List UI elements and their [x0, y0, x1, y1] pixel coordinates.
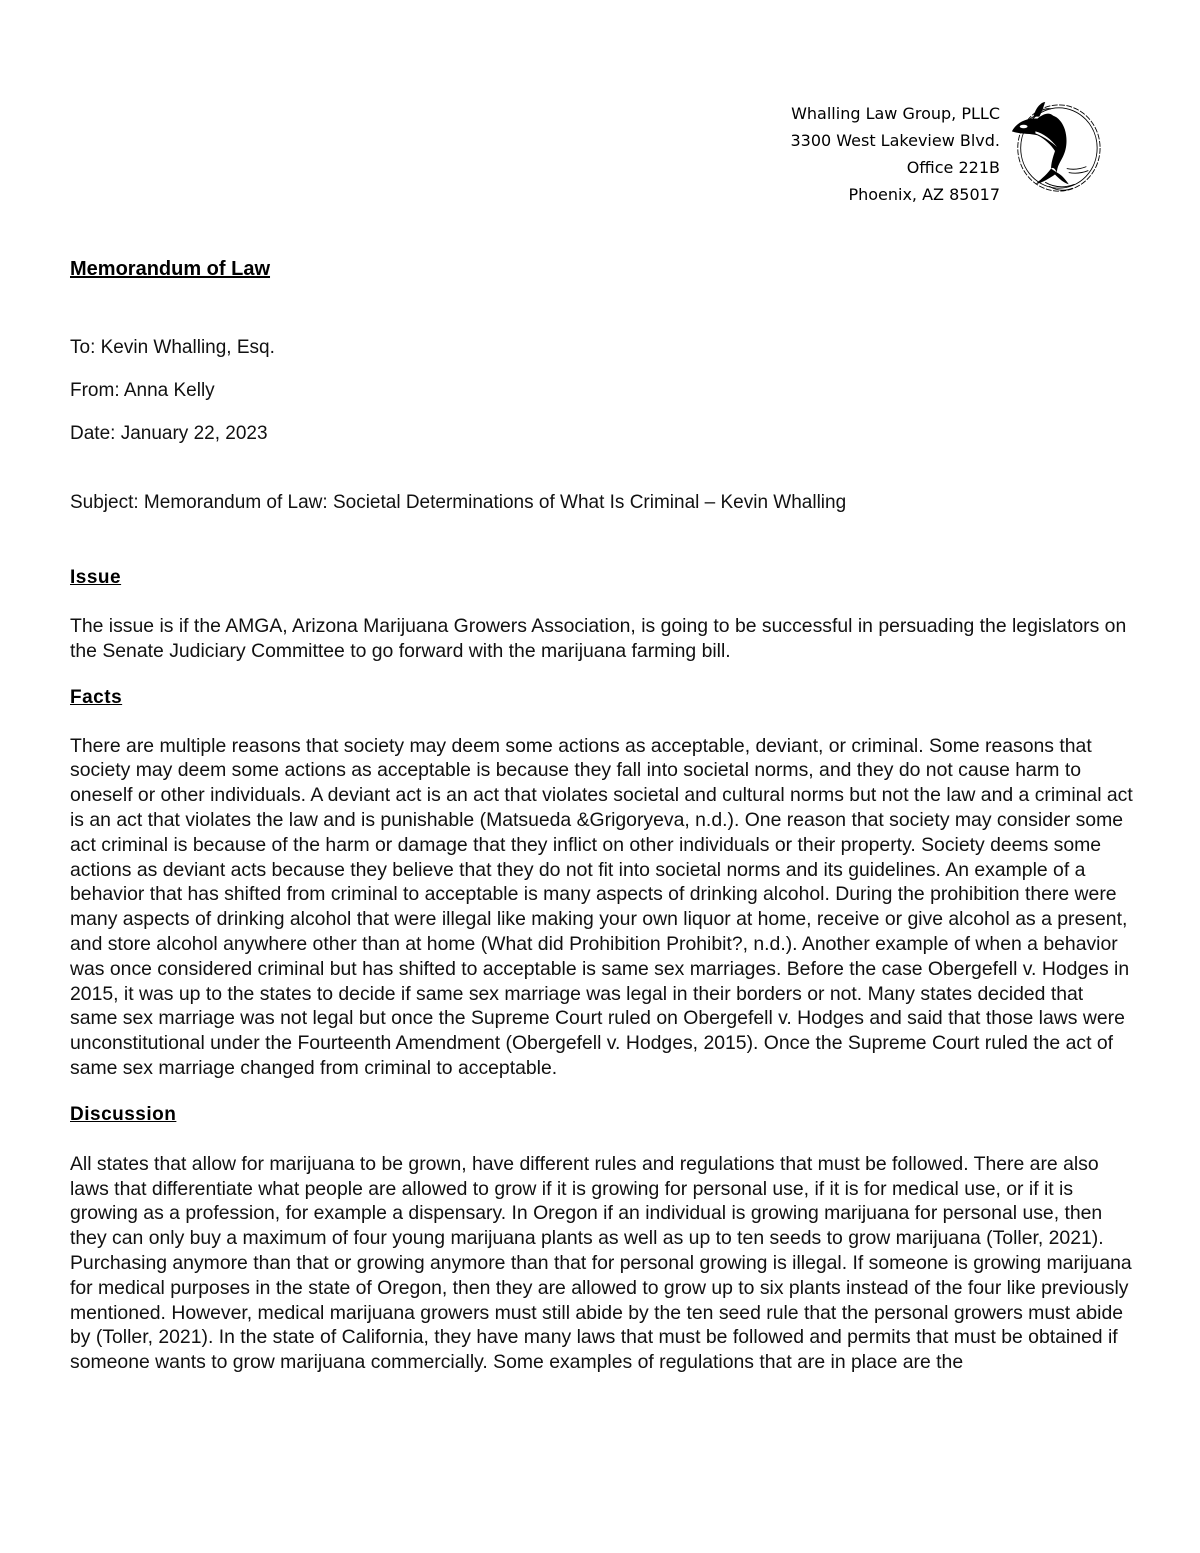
facts-heading: Facts: [70, 686, 123, 708]
firm-city-state-zip: Phoenix, AZ 85017: [848, 185, 1000, 204]
facts-body: There are multiple reasons that society may deem some actions as acceptable, deviant, or criminal. Some reasons that society may deem some actions as acceptable is because they fall into societal norms, and they do not cause harm to oneself or other individuals. A deviant act is an act that violates societal and cultural norms but not the law and a criminal act is an act that violates the law and is punishable (Matsueda &Grigoryeva, n.d.). One reason that society may consider some act criminal is because of the harm or damage that they inflict on other individuals or their property. Society deems some actions as deviant acts because they believe that they do not fit into societal norms and its guidelines. An example of a behavior that has shifted from criminal to acceptable is many aspects of drinking alcohol. During the prohibition there were many aspects of drinking alcohol that were illegal like making your own liquor at home, receive or give alcohol as a present, and store alcohol anywhere other than at home (What did Prohibition Prohibit?, n.d.). Another example of when a behavior was once considered criminal but has shifted to acceptable is same sex marriages. Before the case Obergefell v. Hodges in 2015, it was up to the states to decide if same sex marriage was legal in their borders or not. Many states decided that same sex marriage was not legal but once the Supreme Court ruled on Obergefell v. Hodges and said that those laws were unconstitutional under the Fourteenth Amendment (Obergefell v. Hodges, 2015). Once the Supreme Court ruled the act of same sex marriage changed from criminal to acceptable.: [70, 734, 1133, 1079]
memo-subject: Subject: Memorandum of Law: Societal Determinations of What Is Criminal – Kevin Whalling: [70, 492, 847, 513]
discussion-heading: Discussion: [70, 1103, 177, 1125]
orca-whale-icon: [1006, 100, 1104, 198]
memo-content: [70, 254, 1135, 1375]
letterhead: [700, 100, 1000, 208]
firm-street: 3300 West Lakeview Blvd.: [790, 131, 1000, 150]
discussion-body: All states that allow for marijuana to be grown, have different rules and regulations that must be followed. There are also laws that differentiate what people are allowed to grow if it is growing for personal use, if it is for medical use, or if it is growing as a profession, for example a dispensary. In Oregon if an individual is growing marijuana for personal use, then they can only buy a maximum of four young marijuana plants as well as up to ten seeds to grow marijuana (Toller, 2021). Purchasing anymore than that or growing anymore than that for personal growing is illegal. If someone is growing marijuana for medical purposes in the state of Oregon, then they are allowed to grow up to six plants instead of the four like previously mentioned. However, medical marijuana growers must still abide by the ten seed rule that the personal growers must abide by (Toller, 2021). In the state of California, they have many laws that must be followed and permits that must be obtained if someone wants to grow marijuana commercially. Some examples of regulations that are in place are the: [70, 1152, 1132, 1374]
memo-to: To: Kevin Whalling, Esq.: [70, 337, 275, 358]
memo-from: From: Anna Kelly: [70, 380, 215, 401]
memo-title: Memorandum of Law: [70, 258, 271, 280]
issue-heading: Issue: [70, 567, 122, 588]
firm-name: Whalling Law Group, PLLC: [791, 104, 1000, 123]
firm-office: Office 221B: [906, 158, 1000, 177]
issue-body: The issue is if the AMGA, Arizona Marijuana Growers Association, is going to be successful in persuading the legislators on the Senate Judiciary Committee to go forward with the marijuana farming bill.: [70, 615, 1127, 662]
memo-date: Date: January 22, 2023: [70, 423, 268, 444]
